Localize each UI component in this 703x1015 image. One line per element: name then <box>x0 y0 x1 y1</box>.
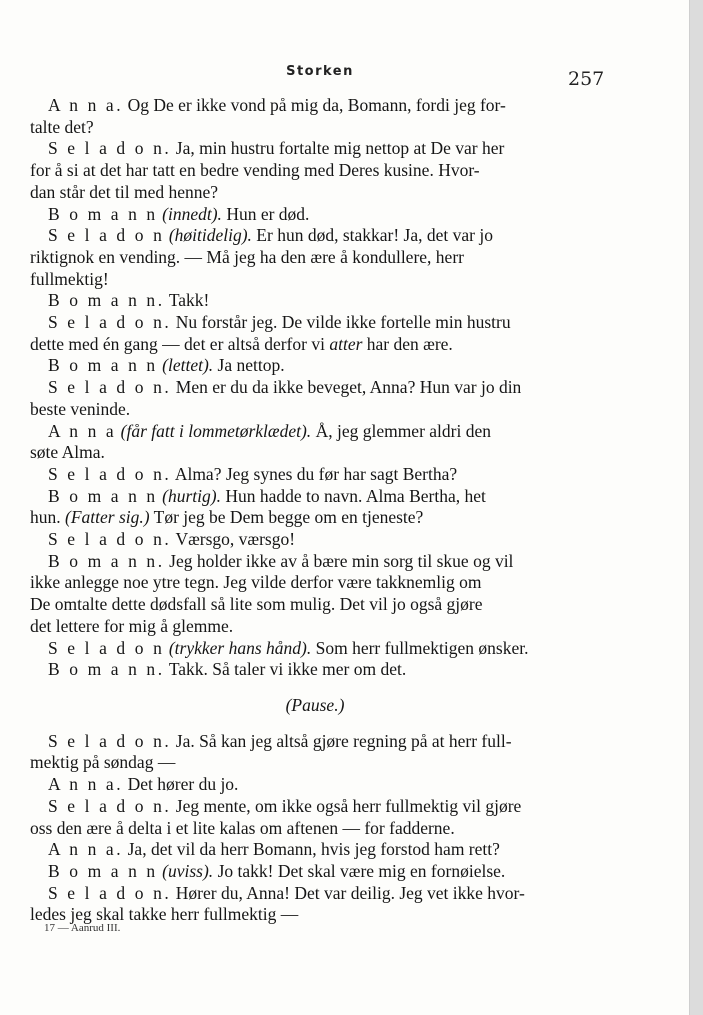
text-line: dette med én gang — det er altså derfor vi atter har den ære. <box>30 333 453 354</box>
text-line: S e l a d o n. Nu forstår jeg. De vilde ikke fortelle min hustru <box>48 312 511 333</box>
stage-direction: (innedt). <box>157 203 222 224</box>
speaker-seladon: S e l a d o n. <box>48 463 172 484</box>
speaker-bomann: B o m a n n. <box>48 290 165 311</box>
stage-direction: (Fatter sig.) <box>65 507 150 528</box>
text-line: B o m a n n (hurtig). Hun hadde to navn. Alma Bertha, het <box>48 485 486 506</box>
text-line: A n n a. Ja, det vil da herr Bomann, hvis jeg forstod ham rett? <box>48 839 500 860</box>
text-line: A n n a. Det hører du jo. <box>48 774 239 795</box>
text-line: søte Alma. <box>30 442 105 463</box>
speaker-bomann: B o m a n n <box>48 485 158 506</box>
text-line: S e l a d o n. Jeg mente, om ikke også herr fullmektig vil gjøre <box>48 795 522 816</box>
speaker-seladon: S e l a d o n. <box>48 377 172 398</box>
stage-direction: (høitidelig). <box>164 225 252 246</box>
speaker-anna: A n n a. <box>48 95 124 115</box>
speaker-anna: A n n a. <box>48 839 124 860</box>
speaker-bomann: B o m a n n <box>48 203 158 224</box>
text-line: B o m a n n. Takk! <box>48 290 210 311</box>
text-line: S e l a d o n. Hører du, Anna! Det var deilig. Jeg vet ikke hvor- <box>48 882 525 903</box>
text-line: riktignok en vending. — Må jeg ha den ære å kondullere, herr <box>30 246 464 267</box>
text-line: S e l a d o n (høitidelig). Er hun død, stakkar! Ja, det var jo <box>48 225 493 246</box>
text-line: ledes jeg skal takke herr fullmektig — <box>30 904 299 925</box>
speaker-seladon: S e l a d o n <box>48 225 165 246</box>
speaker-seladon: S e l a d o n. <box>48 312 172 333</box>
text-line: A n n a. Og De er ikke vond på mig da, Bomann, fordi jeg for- <box>48 95 506 115</box>
stage-direction: (hurtig). <box>157 485 221 506</box>
stage-direction: (uviss). <box>157 860 214 881</box>
stage-direction: (trykker hans hånd). <box>164 637 312 658</box>
text-line: hun. (Fatter sig.) Tør jeg be Dem begge om en tjeneste? <box>30 507 424 528</box>
play-text <box>30 95 600 926</box>
text-line: fullmektig! <box>30 268 109 289</box>
text-line: dan står det til med henne? <box>30 181 219 202</box>
text-line: oss den ære å delta i et lite kalas om aftenen — for fadderne. <box>30 817 455 838</box>
text-line: for å si at det har tatt en bedre vending med Deres kusine. Hvor- <box>30 160 480 181</box>
text-line: S e l a d o n. Alma? Jeg synes du før har sagt Bertha? <box>48 463 458 484</box>
text-line: B o m a n n. Takk. Så taler vi ikke mer om det. <box>48 659 407 680</box>
printer-signature: 17 — Aanrud III. <box>44 922 121 934</box>
text-line: B o m a n n. Jeg holder ikke av å bære min sorg til skue og vil <box>48 550 514 571</box>
speaker-anna: A n n a. <box>48 774 124 795</box>
speaker-seladon: S e l a d o n. <box>48 138 172 159</box>
stage-direction: (får fatt i lommetørklædet). <box>116 420 312 441</box>
speaker-bomann: B o m a n n. <box>48 659 165 680</box>
text-line: beste veninde. <box>30 398 131 419</box>
running-title: Storken <box>286 64 354 79</box>
speaker-bomann: B o m a n n <box>48 355 158 376</box>
text-line: S e l a d o n. Ja. Så kan jeg altså gjøre regning på at herr full- <box>48 730 512 751</box>
text-line: talte det? <box>30 116 94 137</box>
text-line: S e l a d o n. Værsgo, værsgo! <box>48 529 296 550</box>
text-line: det lettere for mig å glemme. <box>30 615 234 636</box>
speaker-bomann: B o m a n n. <box>48 550 165 571</box>
text-line: ikke anlegge noe ytre tegn. Jeg vilde derfor være takknemlig om <box>30 572 482 593</box>
speaker-seladon: S e l a d o n <box>48 637 165 658</box>
text-line: A n n a (får fatt i lommetørklædet). Å, jeg glemmer aldri den <box>48 420 491 441</box>
text-line: B o m a n n (uviss). Jo takk! Det skal være mig en fornøielse. <box>48 860 506 881</box>
speaker-anna: A n n a <box>48 420 117 441</box>
speaker-seladon: S e l a d o n. <box>48 795 172 816</box>
text-line: De omtalte dette dødsfall så lite som mulig. Det vil jo også gjøre <box>30 594 483 615</box>
text-line: S e l a d o n. Ja, min hustru fortalte mig nettop at De var her <box>48 138 505 159</box>
text-line: S e l a d o n (trykker hans hånd). Som herr fullmektigen ønsker. <box>48 637 529 658</box>
text-line: mektig på søndag — <box>30 752 176 773</box>
stage-direction: (lettet). <box>157 355 214 376</box>
text-line: B o m a n n (innedt). Hun er død. <box>48 203 310 224</box>
text-line: S e l a d o n. Men er du da ikke beveget, Anna? Hun var jo din <box>48 377 522 398</box>
speaker-seladon: S e l a d o n. <box>48 529 172 550</box>
speaker-seladon: S e l a d o n. <box>48 882 172 903</box>
pause-direction: (Pause.) <box>285 694 345 715</box>
speaker-bomann: B o m a n n <box>48 860 158 881</box>
page-number: 257 <box>568 68 605 90</box>
text-line: B o m a n n (lettet). Ja nettop. <box>48 355 285 376</box>
speaker-seladon: S e l a d o n. <box>48 730 172 751</box>
